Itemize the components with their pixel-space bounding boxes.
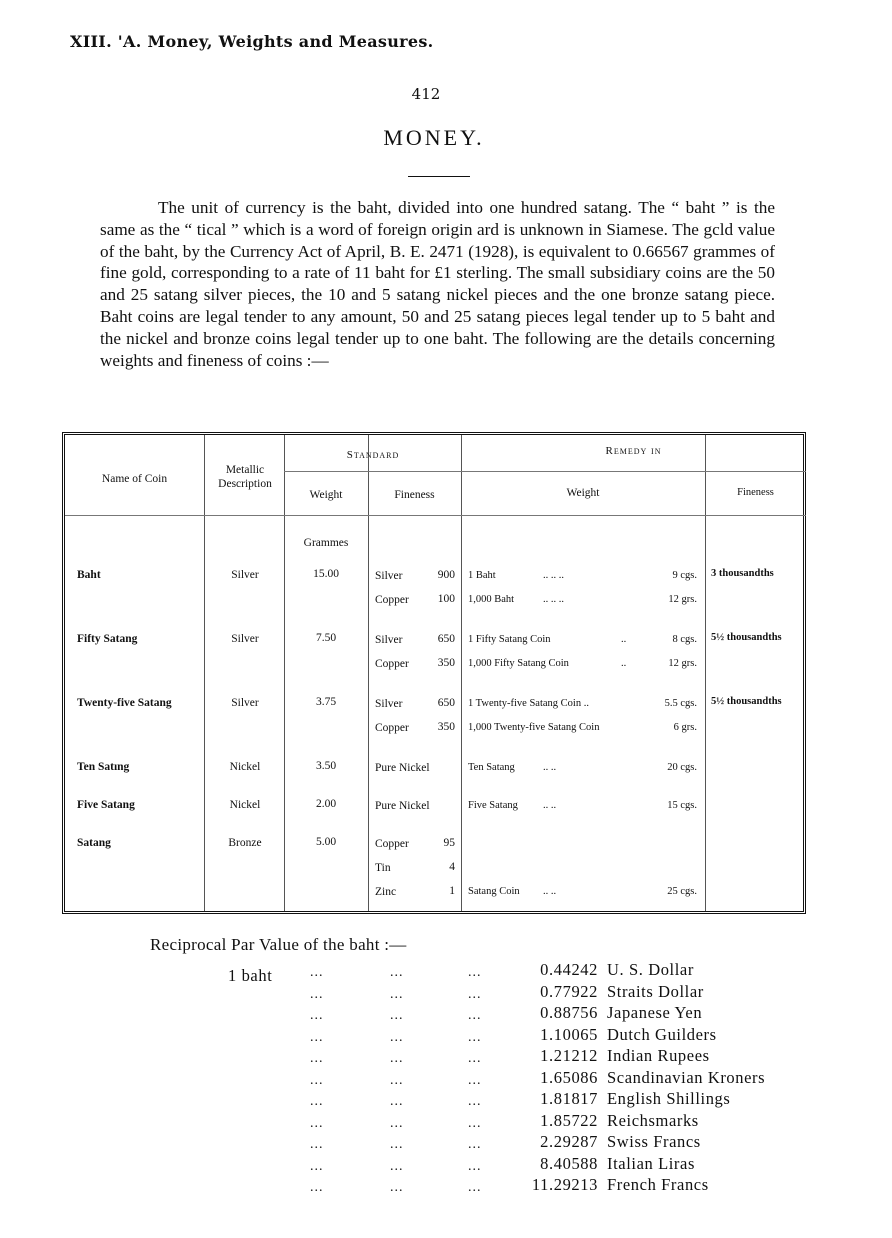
- coin-name: Ten Satıng: [77, 761, 130, 773]
- grammes-unit: Grammes: [303, 537, 349, 549]
- leader-dots: ...: [390, 1180, 404, 1195]
- remedy-weight-dots: ..: [621, 658, 627, 669]
- remedy-weight-value: 25 cgs.: [667, 886, 697, 897]
- chapter-header: XIII. 'A. Money, Weights and Measures.: [70, 32, 434, 51]
- fineness-metal: Silver: [375, 570, 403, 582]
- standard-weight: 15.00: [313, 568, 339, 580]
- leader-dots: ...: [468, 986, 482, 1002]
- header-weight: Weight: [309, 489, 343, 501]
- fineness-metal: Copper: [375, 838, 409, 850]
- remedy-fineness: 3 thousandths: [711, 568, 774, 579]
- fineness-metal: Zinc: [375, 886, 397, 898]
- fineness-metal: Silver: [375, 634, 403, 646]
- remedy-weight-coin: Satang Coin: [468, 886, 520, 897]
- coin-name: Fifty Satang: [77, 633, 138, 645]
- remedy-weight-dots: .. ..: [543, 762, 557, 773]
- fineness-parts: 4: [449, 861, 455, 873]
- leader-dots: ...: [310, 965, 324, 980]
- rate-value: 1.21212: [540, 1046, 598, 1065]
- currency-name: Indian Rupees: [607, 1046, 710, 1065]
- remedy-fineness: 5½ thousandths: [711, 696, 782, 707]
- remedy-weight-coin: 1 Fifty Satang Coin: [468, 634, 551, 645]
- rate-value: 0.44242: [540, 960, 598, 979]
- fineness-parts: 100: [437, 593, 455, 605]
- leader-dots: ...: [390, 1158, 404, 1174]
- leader-dots: ...: [310, 1158, 324, 1174]
- col-divider: [204, 435, 205, 911]
- rate-value: 8.40588: [540, 1153, 598, 1173]
- leader-dots: ...: [468, 1029, 482, 1045]
- header-standard: Standard: [346, 449, 400, 461]
- metallic-description: Silver: [231, 569, 259, 581]
- remedy-weight-dots: .. ..: [543, 886, 557, 897]
- remedy-weight-coin: 1 Baht: [468, 570, 496, 581]
- rate-value: 1.65086: [540, 1067, 598, 1087]
- fineness-metal: Pure Nickel: [375, 762, 430, 774]
- currency-name: Reichsmarks: [607, 1110, 699, 1130]
- rate-value: 0.88756: [540, 1003, 598, 1022]
- page-number: 412: [411, 85, 441, 103]
- remedy-weight-value: 12 grs.: [668, 594, 697, 605]
- remedy-weight-coin: Five Satang: [468, 800, 518, 811]
- fineness-metal: Copper: [375, 594, 409, 606]
- fineness-metal: Copper: [375, 658, 409, 670]
- leader-dots: ...: [310, 1072, 324, 1088]
- leader-dots: ...: [468, 1072, 482, 1088]
- remedy-weight-dots: .. .. ..: [543, 594, 564, 605]
- header-rule: [65, 515, 806, 516]
- leader-dots: ...: [310, 1008, 324, 1023]
- currency-name: Dutch Guilders: [607, 1024, 717, 1044]
- coin-table: [62, 432, 806, 914]
- rate-value: 1.10065: [540, 1024, 598, 1044]
- coin-name: Satang: [77, 837, 111, 849]
- leader-dots: ...: [468, 965, 482, 980]
- leader-dots: ...: [468, 1008, 482, 1023]
- remedy-weight-value: 12 grs.: [668, 658, 697, 669]
- currency-name: U. S. Dollar: [607, 960, 694, 979]
- lead-label: 1 baht: [228, 966, 273, 985]
- rate-value: 2.29287: [540, 1132, 598, 1151]
- remedy-weight-value: 20 cgs.: [667, 762, 697, 773]
- fineness-parts: 95: [443, 837, 455, 849]
- leader-dots: ...: [468, 1180, 482, 1195]
- header-name-of-coin: Name of Coin: [101, 473, 168, 485]
- leader-dots: ...: [390, 1137, 404, 1152]
- leader-dots: ...: [390, 1029, 404, 1045]
- remedy-weight-coin: 1 Twenty-five Satang Coin ..: [468, 698, 589, 709]
- remedy-weight-value: 5.5 cgs.: [664, 698, 697, 709]
- rate-value: 11.29213: [531, 1175, 598, 1194]
- currency-name: Swiss Francs: [607, 1132, 701, 1151]
- remedy-weight-dots: ..: [621, 634, 627, 645]
- rate-value: 1.85722: [540, 1110, 598, 1130]
- leader-dots: ...: [310, 1029, 324, 1045]
- remedy-fineness: 5½ thousandths: [711, 632, 782, 643]
- currency-name: French Francs: [607, 1175, 709, 1194]
- standard-weight: 3.50: [315, 760, 337, 772]
- remedy-weight-coin: 1,000 Fifty Satang Coin: [468, 658, 569, 669]
- remedy-weight-value: 8 cgs.: [672, 634, 697, 645]
- coin-name: Five Satang: [77, 799, 135, 811]
- standard-weight: 2.00: [315, 798, 337, 810]
- currency-name: English Shillings: [607, 1089, 731, 1108]
- metallic-description: Silver: [231, 697, 259, 709]
- fineness-parts: 350: [437, 657, 455, 669]
- currency-name: Japanese Yen: [607, 1003, 703, 1022]
- leader-dots: ...: [390, 1094, 404, 1109]
- leader-dots: ...: [310, 986, 324, 1002]
- col-divider: [705, 435, 706, 911]
- header-remedy-weight: Weight: [566, 487, 600, 499]
- leader-dots: ...: [468, 1094, 482, 1109]
- fineness-metal: Silver: [375, 698, 403, 710]
- remedy-weight-value: 15 cgs.: [667, 800, 697, 811]
- leader-dots: ...: [390, 1008, 404, 1023]
- metallic-description: Bronze: [228, 837, 262, 849]
- header-remedy-fineness: Fineness: [737, 487, 774, 498]
- metallic-description: Nickel: [229, 799, 261, 811]
- metallic-description: Silver: [231, 633, 259, 645]
- currency-name: Italian Liras: [607, 1153, 695, 1173]
- fineness-metal: Copper: [375, 722, 409, 734]
- fineness-metal: Tin: [375, 862, 391, 874]
- page-title: MONEY.: [383, 125, 485, 150]
- header-rule: [461, 471, 806, 472]
- coin-name: Twenty-five Satang: [77, 697, 172, 709]
- leader-dots: ...: [390, 1115, 404, 1131]
- remedy-weight-dots: .. .. ..: [543, 570, 564, 581]
- fineness-parts: 650: [437, 633, 455, 645]
- col-divider: [461, 435, 462, 911]
- header-metallic-description: Metallic Description: [218, 464, 272, 490]
- remedy-weight-coin: 1,000 Baht: [468, 594, 515, 605]
- leader-dots: ...: [310, 1137, 324, 1152]
- leader-dots: ...: [390, 965, 404, 980]
- fineness-parts: 350: [437, 721, 455, 733]
- remedy-weight-dots: .. ..: [543, 800, 557, 811]
- currency-name: Straits Dollar: [607, 981, 704, 1001]
- header-fineness: Fineness: [394, 489, 435, 501]
- coin-name: Baht: [77, 569, 101, 581]
- metallic-description: Nickel: [229, 761, 261, 773]
- leader-dots: ...: [390, 986, 404, 1002]
- title-rule: [408, 176, 470, 177]
- leader-dots: ...: [310, 1051, 324, 1066]
- rate-value: 1.81817: [540, 1089, 598, 1108]
- intro-paragraph: The unit of currency is the baht, divided into one hundred satang. The “ baht ” is the same as the “ tical ” which is a word of foreign origin ard is unknown in Siamese. The gcld value of the baht, by the Currency Act of April, B. E. 2471 (1928), is equivalent to 0.66567 grammes of fine gold, corresponding to a rate of 11 baht for £1 sterling. The small subsidiary coins are the 50 and 25 satang silver pieces, the 10 and 5 satang nickel pieces and the one bronze satang piece. Baht coins are legal tender to any amount, 50 and 25 satang pieces legal tender up to 5 baht and the nickel and bronze coins legal tender up to one baht. The following are the details concerning weights and fineness of coins :—: [100, 198, 775, 370]
- standard-weight: 7.50: [315, 632, 337, 644]
- fineness-parts: 900: [437, 569, 455, 581]
- fineness-parts: 650: [437, 697, 455, 709]
- header-remedy-in: Remedy in: [605, 445, 662, 457]
- standard-weight: 5.00: [315, 836, 337, 848]
- col-divider: [368, 435, 369, 911]
- leader-dots: ...: [468, 1051, 482, 1066]
- standard-weight: 3.75: [315, 696, 337, 708]
- leader-dots: ...: [468, 1158, 482, 1174]
- leader-dots: ...: [310, 1094, 324, 1109]
- remedy-weight-coin: Ten Satang: [468, 762, 515, 773]
- header-rule: [284, 471, 462, 472]
- leader-dots: ...: [390, 1072, 404, 1088]
- leader-dots: ...: [468, 1137, 482, 1152]
- remedy-weight-value: 6 grs.: [673, 722, 697, 733]
- currency-name: Scandinavian Kroners: [607, 1067, 766, 1087]
- leader-dots: ...: [310, 1180, 324, 1195]
- fineness-metal: Pure Nickel: [375, 800, 430, 812]
- fineness-parts: 1: [449, 885, 455, 897]
- reciprocal-heading: Reciprocal Par Value of the baht :—: [150, 935, 407, 954]
- remedy-weight-coin: 1,000 Twenty-five Satang Coin: [468, 722, 600, 733]
- leader-dots: ...: [310, 1115, 324, 1131]
- leader-dots: ...: [468, 1115, 482, 1131]
- rate-value: 0.77922: [540, 981, 598, 1001]
- remedy-weight-value: 9 cgs.: [672, 570, 697, 581]
- leader-dots: ...: [390, 1051, 404, 1066]
